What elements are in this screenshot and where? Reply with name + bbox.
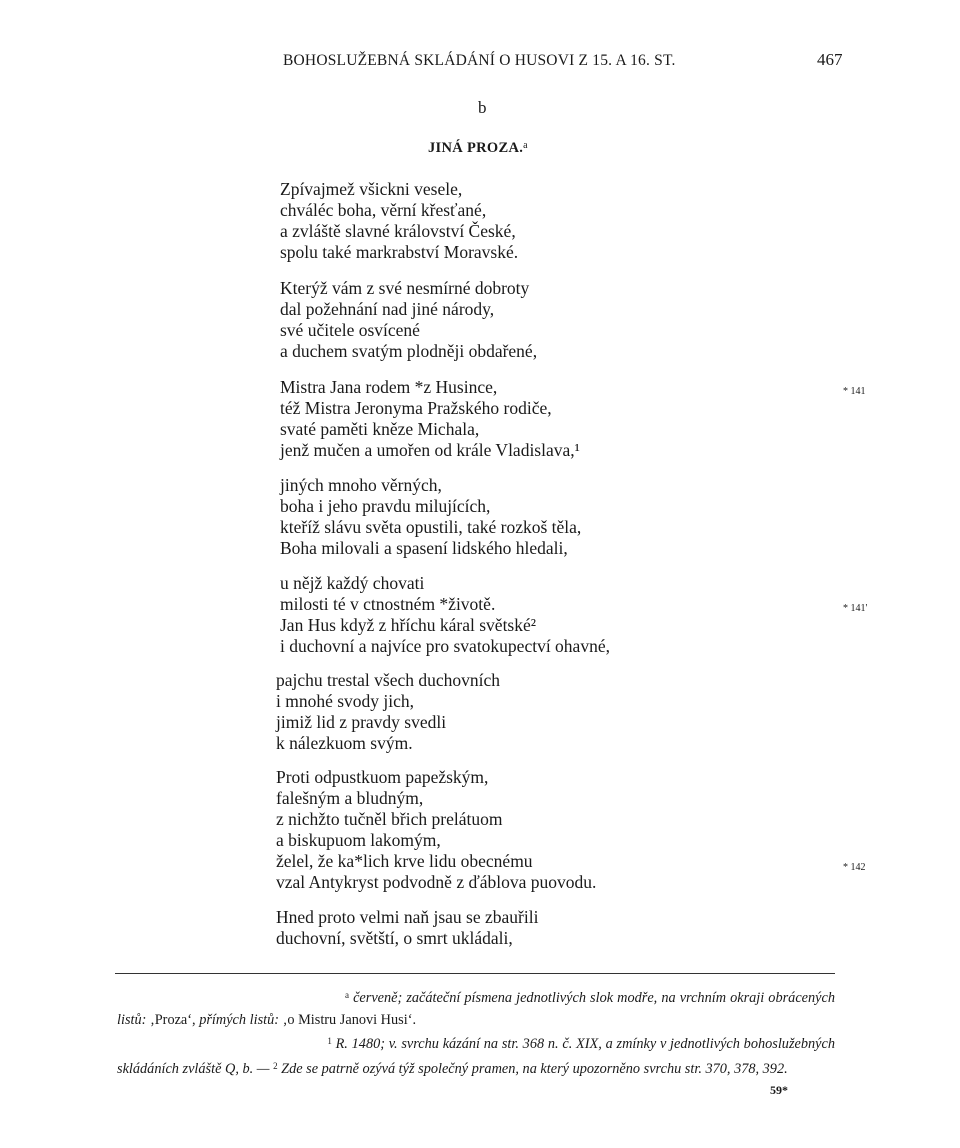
footnote-mark: 1 bbox=[327, 1036, 332, 1046]
footnote-a bbox=[117, 985, 835, 1031]
section-letter: b bbox=[478, 98, 487, 117]
footnote-mark: 2 bbox=[273, 1060, 278, 1071]
footnote-text: Zde se patrně ozývá týž společný pramen, na který upozorněno svrchu str. 370, 378, 392. bbox=[281, 1060, 788, 1077]
verse-line: falešným a bludným, bbox=[276, 788, 424, 808]
verse-line: Proti odpustkuom papežským, bbox=[276, 767, 489, 787]
verse-line: Mistra Jana rodem *z Husince, bbox=[280, 377, 498, 397]
verse-line: milosti té v ctnostném *životě. bbox=[280, 594, 496, 614]
stanza-2 bbox=[280, 278, 537, 362]
stanza-5 bbox=[280, 573, 610, 657]
verse-line: duchovní, světští, o smrt ukládali, bbox=[276, 928, 513, 948]
stanza-7 bbox=[276, 767, 596, 893]
verse-line: svaté paměti kněze Michala, bbox=[280, 419, 480, 439]
verse-line: a duchem svatým plodněji obdařené, bbox=[280, 341, 538, 361]
verse-line: pajchu trestal všech duchovních bbox=[276, 670, 501, 690]
title-footnote-mark: a bbox=[523, 140, 528, 151]
verse-line: želel, že ka*lich krve lidu obecnému bbox=[276, 851, 533, 871]
verse-line: své učitele osvícené bbox=[280, 320, 420, 340]
verse-line: jenž mučen a umořen od krále Vladislava,¹ bbox=[280, 440, 580, 460]
footnote-text: R. 1480; v. svrchu kázání na str. 368 n. č. XIX, a zmínky v jednotlivých bohoslužebných skládáních zvláště Q, b. — bbox=[117, 1036, 836, 1077]
verse-line: a biskupuom lakomým, bbox=[276, 830, 441, 850]
footnote-quote: ‚Proza‘, bbox=[149, 1011, 196, 1028]
footnote-mark: a bbox=[344, 990, 349, 1000]
verse-line: i mnohé svody jich, bbox=[276, 691, 415, 711]
verse-line: vzal Antykryst podvodně z ďáblova puovodu. bbox=[276, 872, 597, 892]
running-header: BOHOSLUŽEBNÁ SKLÁDÁNÍ O HUSOVI Z 15. A 16. ST. bbox=[283, 52, 676, 69]
footnote-1-2 bbox=[117, 1031, 835, 1080]
verse-line: kteříž slávu světa opustili, také rozkoš těla, bbox=[280, 517, 582, 537]
footnote-divider bbox=[115, 973, 835, 974]
verse-line: k nálezkuom svým. bbox=[276, 733, 413, 753]
verse-line: Hned proto velmi naň jsau se zbauřili bbox=[276, 907, 539, 927]
margin-folio-note: * 142 bbox=[843, 862, 866, 873]
section-title bbox=[428, 140, 528, 157]
verse-line: jimiž lid z pravdy svedli bbox=[276, 712, 447, 732]
footnote-quote: ‚o Mistru Janovi Husi‘. bbox=[282, 1011, 417, 1028]
footnote-text: přímých listů: bbox=[199, 1011, 283, 1028]
stanza-8 bbox=[276, 907, 538, 949]
signature-mark: 59* bbox=[770, 1083, 788, 1097]
stanza-3 bbox=[280, 377, 580, 461]
footnote-text: červeně; začáteční písmena jednotlivých slok modře, na vrchním okraji obrácených listů: bbox=[117, 990, 836, 1028]
verse-line: dal požehnání nad jiné národy, bbox=[280, 299, 495, 319]
verse-line: z nichžto tučněl břich prelátuom bbox=[276, 809, 503, 829]
verse-line: též Mistra Jeronyma Pražského rodiče, bbox=[280, 398, 552, 418]
verse-line: spolu také markrabství Moravské. bbox=[280, 242, 519, 262]
verse-line: a zvláště slavné království České, bbox=[280, 221, 516, 241]
verse-line: jiných mnoho věrných, bbox=[280, 475, 442, 495]
verse-line: Jan Hus když z hříchu káral světské² bbox=[280, 615, 537, 635]
stanza-6 bbox=[276, 670, 500, 754]
page-number: 467 bbox=[817, 50, 843, 69]
verse-line: chváléc boha, věrní křesťané, bbox=[280, 200, 487, 220]
verse-line: boha i jeho pravdu milujících, bbox=[280, 496, 491, 516]
verse-line: Kterýž vám z své nesmírné dobroty bbox=[280, 278, 530, 298]
verse-line: Zpívajmež všickni vesele, bbox=[280, 179, 463, 199]
stanza-4 bbox=[280, 475, 581, 559]
footnotes bbox=[117, 985, 835, 1080]
verse-line: Boha milovali a spasení lidského hledali, bbox=[280, 538, 568, 558]
section-title-text: JINÁ PROZA. bbox=[428, 140, 524, 156]
verse-line: u nějž každý chovati bbox=[280, 573, 425, 593]
margin-folio-note: * 141 bbox=[843, 386, 866, 397]
verse-line: i duchovní a najvíce pro svatokupectví ohavné, bbox=[280, 636, 610, 656]
margin-folio-note: * 141' bbox=[843, 603, 868, 614]
stanza-1 bbox=[280, 179, 518, 263]
